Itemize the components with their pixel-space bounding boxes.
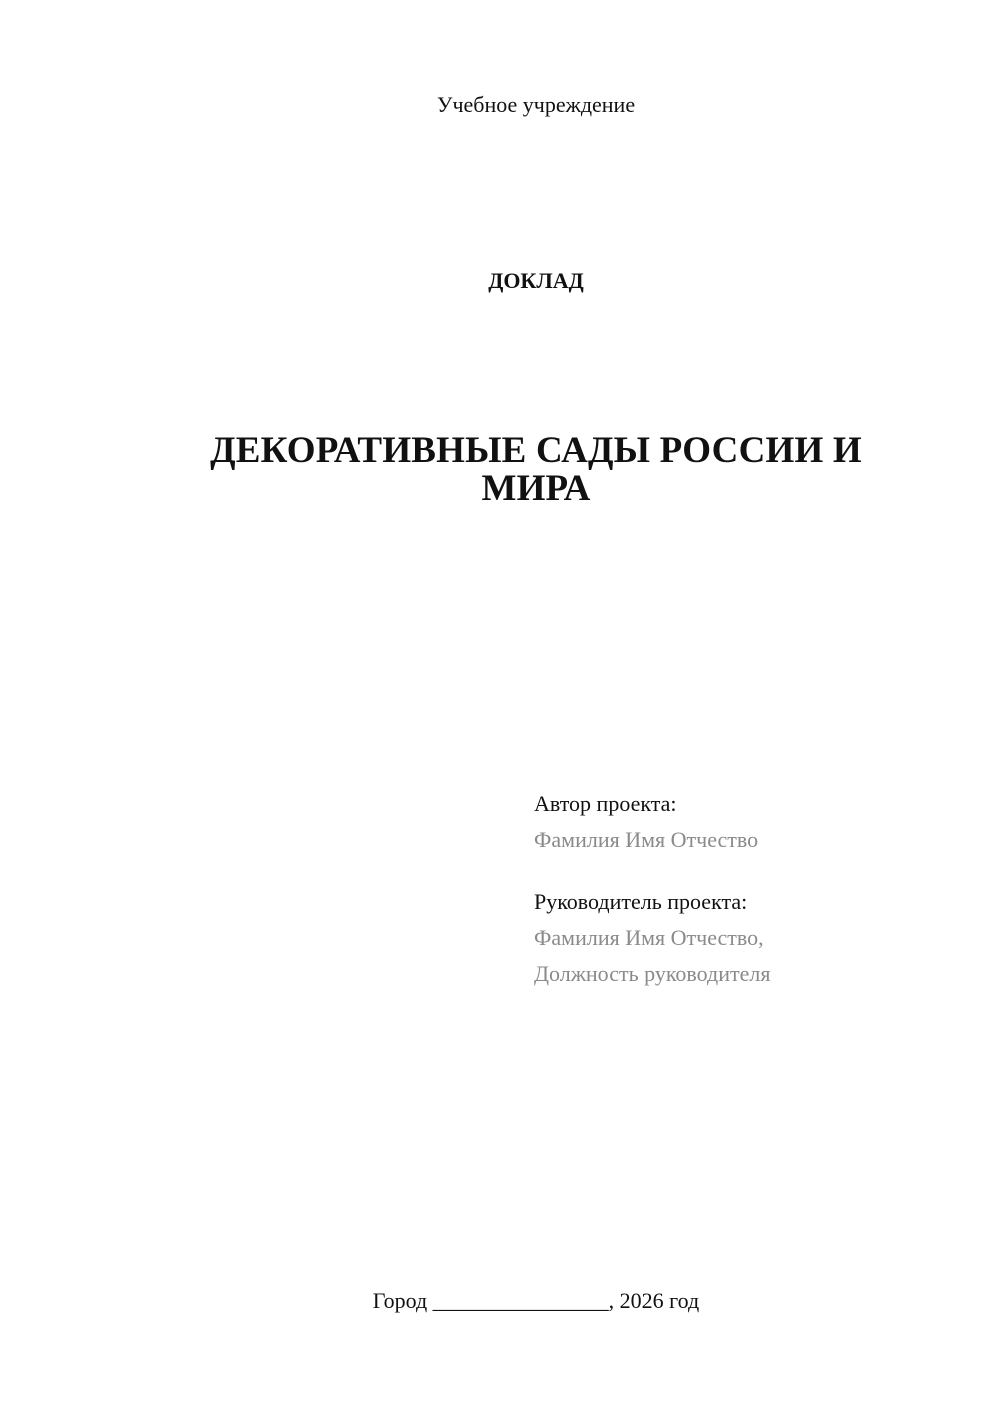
city-label: Город	[372, 1288, 428, 1313]
spacer	[534, 858, 974, 884]
document-title-line-2: МИРА	[481, 468, 591, 509]
institution-name: Учебное учреждение	[436, 92, 636, 117]
year-text: , 2026 год	[608, 1288, 700, 1313]
supervisor-label: Руководитель проекта:	[534, 889, 748, 914]
author-name: Фамилия Имя Отчество	[534, 827, 759, 852]
city-blank: ________________	[432, 1288, 609, 1313]
project-info	[534, 786, 974, 992]
supervisor-name: Фамилия Имя Отчество,	[534, 925, 764, 950]
document-type: ДОКЛАД	[488, 268, 584, 293]
author-label: Автор проекта:	[534, 791, 677, 816]
city-year-line	[0, 1288, 1000, 1314]
supervisor-position: Должность руководителя	[534, 961, 771, 986]
document-title-line-1: ДЕКОРАТИВНЫЕ САДЫ РОССИИ И	[210, 430, 862, 471]
document-title	[180, 432, 892, 508]
